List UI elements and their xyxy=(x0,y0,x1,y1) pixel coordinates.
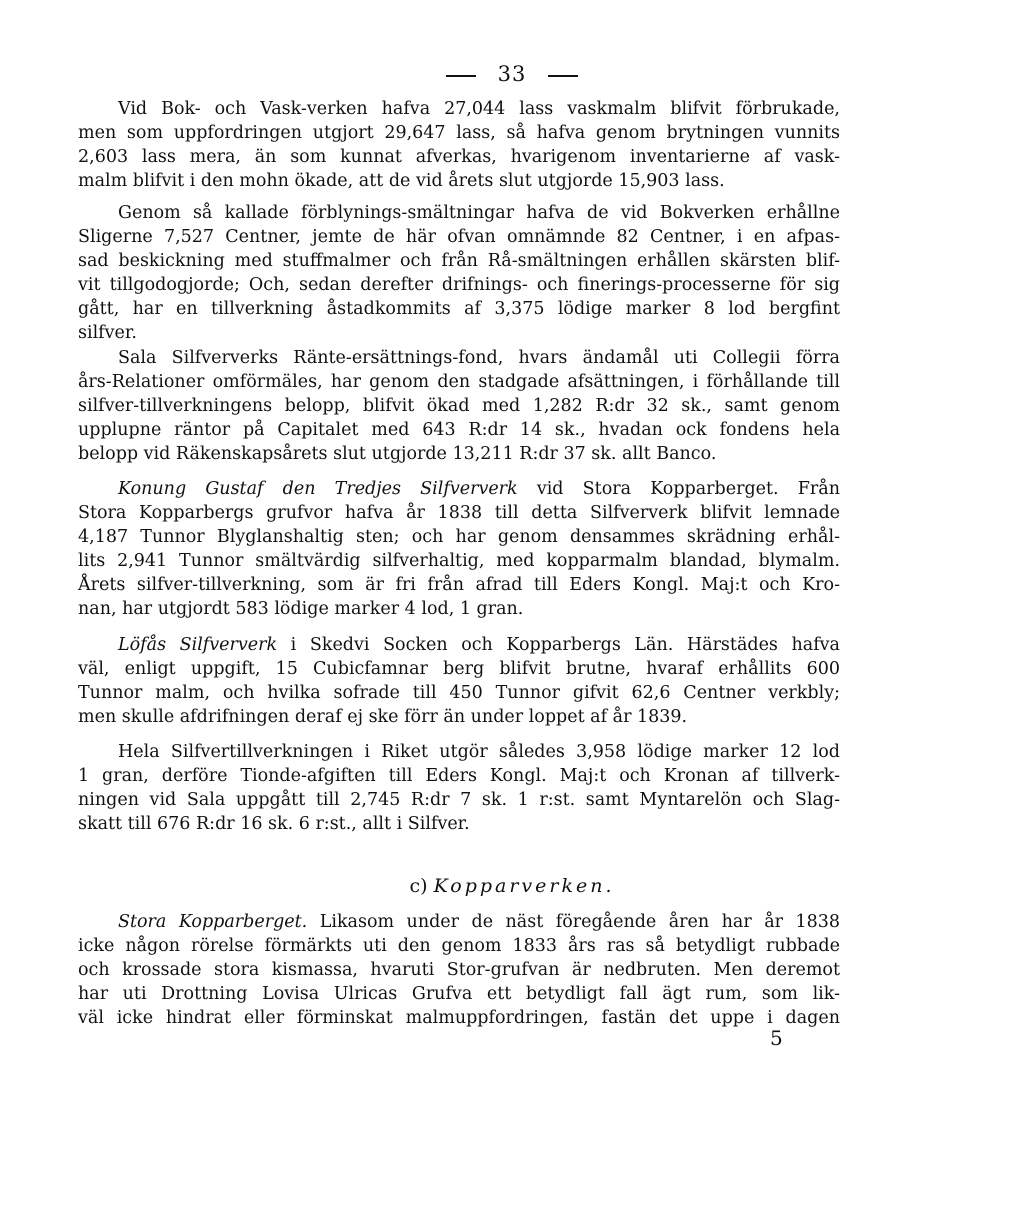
paragraph-3-line-3: silfver-tillverkningens belopp, blifvit ökad med 1,282 R:dr 32 sk., samt genom xyxy=(78,396,840,416)
paragraph-3-line-5: belopp vid Räkenskapsårets slut utgjorde 13,211 R:dr 37 sk. allt Banco. xyxy=(78,444,717,464)
final-paragraph-line-3: och krossade stora kismassa, hvaruti Stor-grufvan är nedbruten. Men deremot xyxy=(78,960,840,980)
section-prefix: c) xyxy=(409,875,428,897)
paragraph-2-line-5: gått, har en tillverkning åstadkommits af 3,375 lödige marker 8 lod bergfint xyxy=(78,299,840,319)
paragraph-2-line-6: silfver. xyxy=(78,323,137,343)
header-dash-right xyxy=(548,75,578,77)
paragraph-2-line-3: sad beskickning med stuffmalmer och från Rå-smältningen erhållen skärsten blif- xyxy=(78,251,840,271)
paragraph-1-line-2: men som uppfordringen utgjort 29,647 lass, så hafva genom brytningen vunnits xyxy=(78,123,840,143)
paragraph-4-line-5: Årets silfver-tillverkning, som är fri från afrad till Eders Kongl. Maj:t och Kro- xyxy=(78,575,840,595)
paragraph-6-line-4: skatt till 676 R:dr 16 sk. 6 r:st., allt i Silfver. xyxy=(78,814,470,834)
header-dash-left xyxy=(446,75,476,77)
paragraph-4-italic-lead: Konung Gustaf den Tredjes Silfververk xyxy=(118,479,518,499)
final-paragraph-line-1 xyxy=(118,910,840,934)
paragraph-3-line-1: Sala Silfververks Ränte-ersättnings-fond, hvars ändamål uti Collegii förra xyxy=(118,348,840,368)
final-paragraph-italic-lead: Stora Kopparberget. xyxy=(118,912,308,932)
paragraph-4-line-6: nan, har utgjordt 583 lödige marker 4 lod, 1 gran. xyxy=(78,599,524,619)
paragraph-4-line-3: 4,187 Tunnor Blyglanshaltig sten; och har genom densammes skrädning erhål- xyxy=(78,527,840,547)
paragraph-5-line-2: väl, enligt uppgift, 15 Cubicfamnar berg blifvit brutne, hvaraf erhållits 600 xyxy=(78,659,840,679)
signature-mark: 5 xyxy=(770,1026,783,1050)
paragraph-5-line-1-rest: i Skedvi Socken och Kopparbergs Län. Härstädes hafva xyxy=(277,635,840,655)
section-title: Kopparverken. xyxy=(433,875,615,897)
paragraph-6-line-3: ningen vid Sala uppgått till 2,745 R:dr 7 sk. 1 r:st. samt Myntarelön och Slag- xyxy=(78,790,840,810)
paragraph-6-line-2: 1 gran, derföre Tionde-afgiften till Eders Kongl. Maj:t och Kronan af tillverk- xyxy=(78,766,840,786)
paragraph-4-line-4: lits 2,941 Tunnor smältvärdig silfverhaltig, med kopparmalm blandad, blymalm. xyxy=(78,551,840,571)
paragraph-2-line-2: Sligerne 7,527 Centner, jemte de här ofvan omnämnde 82 Centner, i en afpas- xyxy=(78,227,840,247)
paragraph-5-line-1 xyxy=(118,633,840,657)
page-header xyxy=(0,62,1024,86)
paragraph-1-line-3: 2,603 lass mera, än som kunnat afverkas, hvarigenom inventarierne af vask- xyxy=(78,147,840,167)
final-paragraph-line-4: har uti Drottning Lovisa Ulricas Grufva ett betydligt fall ägt rum, som lik- xyxy=(78,984,840,1004)
page-number: 33 xyxy=(497,62,527,86)
paragraph-5-line-4: men skulle afdrifningen deraf ej ske förr än under loppet af år 1839. xyxy=(78,707,688,727)
paragraph-1-line-1: Vid Bok- och Vask-verken hafva 27,044 lass vaskmalm blifvit förbrukade, xyxy=(118,99,840,119)
final-paragraph-line-2: icke någon rörelse förmärkts uti den genom 1833 års ras så betydligt rubbade xyxy=(78,936,840,956)
paragraph-1-line-4: malm blifvit i den mohn ökade, att de vid årets slut utgjorde 15,903 lass. xyxy=(78,171,725,191)
paragraph-3-line-4: upplupne räntor på Capitalet med 643 R:dr 14 sk., hvadan ock fondens hela xyxy=(78,420,840,440)
final-paragraph-line-5: väl icke hindrat eller förminskat malmuppfordringen, fastän det uppe i dagen xyxy=(78,1008,840,1028)
paragraph-5-line-3: Tunnor malm, och hvilka sofrade till 450 Tunnor gifvit 62,6 Centner verkbly; xyxy=(78,683,840,703)
paragraph-4-line-2: Stora Kopparbergs grufvor hafva år 1838 till detta Silfververk blifvit lemnade xyxy=(78,503,840,523)
paragraph-4-line-1 xyxy=(118,477,840,501)
paragraph-3-line-2: års-Relationer omförmäles, har genom den stadgade afsättningen, i förhållande till xyxy=(78,372,840,392)
paragraph-4-line-1-rest: vid Stora Kopparberget. Från xyxy=(517,479,840,499)
paragraph-5-italic-lead: Löfås Silfververk xyxy=(118,635,278,655)
section-heading xyxy=(0,875,1024,897)
paragraph-6-line-1: Hela Silfvertillverkningen i Riket utgör således 3,958 lödige marker 12 lod xyxy=(118,742,840,762)
paragraph-2-line-1: Genom så kallade förblynings-smältningar hafva de vid Bokverken erhållne xyxy=(118,203,840,223)
final-paragraph-line-1-rest: Likasom under de näst föregående åren har år 1838 xyxy=(307,912,840,932)
paragraph-2-line-4: vit tillgodogjorde; Och, sedan derefter drifnings- och finerings-processerne för sig xyxy=(78,275,840,295)
